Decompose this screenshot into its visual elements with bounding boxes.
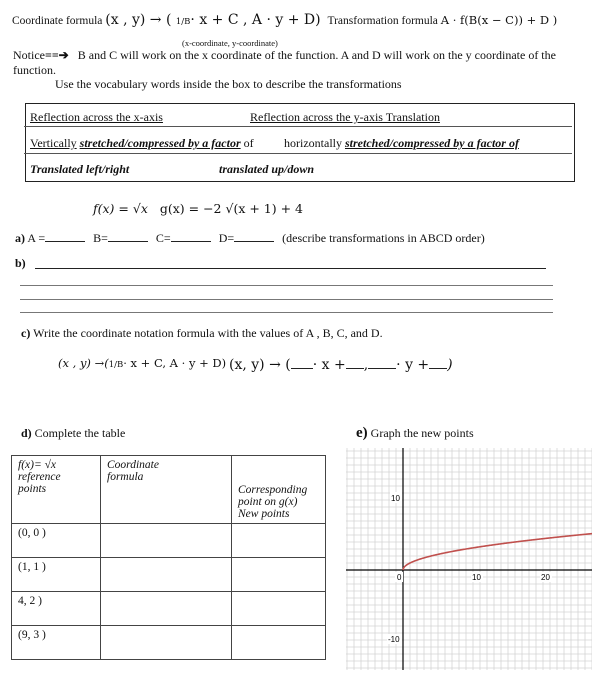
new-point-cell[interactable]: [232, 558, 326, 592]
reference-point: (1, 1 ): [12, 558, 101, 592]
vocab-horizontal: horizontally stretched/compressed by a factor of: [284, 136, 519, 150]
graph-grid: [346, 448, 592, 670]
transformation-formula: A · f(B(x − C)) + D ): [440, 13, 558, 27]
reference-point: (0, 0 ): [12, 524, 101, 558]
new-point-cell[interactable]: [232, 524, 326, 558]
new-point-cell[interactable]: [232, 626, 326, 660]
coordinate-formula-cell[interactable]: [101, 592, 232, 626]
blank-formula-2[interactable]: [346, 355, 364, 369]
part-a: a) A = B= C= D= (describe transformations in ABCD order): [15, 231, 485, 245]
blank-c[interactable]: [171, 230, 211, 242]
formula-answer: (x, y) → ( · x + , · y + ): [229, 357, 453, 373]
x-tick-20: 20: [541, 573, 550, 582]
coordinate-subtitle: (x-coordinate, y-coordinate): [182, 38, 278, 48]
blank-formula-3[interactable]: [368, 355, 396, 369]
coordinate-formula-cell[interactable]: [101, 558, 232, 592]
reference-point: 4, 2 ): [12, 592, 101, 626]
function-definitions: [93, 201, 303, 216]
vocab-reflection-x: Reflection across the x-axis: [30, 110, 163, 124]
coordinate-formula-line: [12, 12, 557, 28]
coordinate-formula: (x , y) → ( 1/B· x + C , A · y + D): [105, 12, 321, 28]
x-tick-10: 10: [472, 573, 481, 582]
part-d-prompt: d) Complete the table: [21, 426, 126, 440]
blank-d[interactable]: [234, 230, 274, 242]
points-table: [11, 455, 326, 660]
table-row: [12, 592, 326, 626]
answer-line[interactable]: [20, 312, 553, 313]
table-row: [12, 558, 326, 592]
blank-b[interactable]: [108, 230, 148, 242]
notice-line-2: function.: [13, 63, 56, 77]
answer-line[interactable]: [20, 285, 553, 286]
function-g: g(x) = −2 √(x + 1) + 4: [159, 201, 303, 216]
table-row: [12, 626, 326, 660]
vocab-divider: [24, 153, 572, 154]
y-tick-neg10: -10: [388, 635, 400, 644]
right-arrow-icon: ==➔: [45, 48, 69, 62]
header-reference-points: f(x)= √x reference points: [12, 456, 101, 524]
formula-template: (x , y) →(1/B· x + C, A · y + D): [58, 356, 227, 370]
origin-label: 0: [397, 573, 402, 582]
header-new-points: Corresponding point on g(x) New points: [232, 456, 326, 524]
notice-line-1: Notice==➔ B and C will work on the x coordinate of the function. A and D will work on the y coordinate of the: [13, 48, 556, 62]
table-row: [12, 524, 326, 558]
vocab-divider: [24, 126, 572, 127]
vocab-translated-lr: Translated left/right: [30, 162, 130, 176]
part-c-prompt: c) Write the coordinate notation formula with the values of A , B, C, and D.: [21, 326, 383, 340]
vocab-reflection-y-translation: Reflection across the y-axis Translation: [250, 110, 440, 124]
table-header-row: [12, 456, 326, 524]
instruction-text: Use the vocabulary words inside the box to describe the transformations: [55, 77, 402, 91]
coordinate-formula-cell[interactable]: [101, 524, 232, 558]
part-b-label: b): [15, 256, 26, 270]
y-tick-10: 10: [391, 494, 400, 503]
blank-a[interactable]: [45, 230, 85, 242]
coordinate-formula-cell[interactable]: [101, 626, 232, 660]
vocab-translated-ud: translated up/down: [219, 162, 315, 176]
blank-formula-1[interactable]: [291, 355, 313, 369]
new-point-cell[interactable]: [232, 592, 326, 626]
function-f: f(x) = √x: [93, 201, 148, 216]
coordinate-formula-label: Coordinate formula: [12, 15, 103, 27]
coordinate-graph[interactable]: [346, 448, 592, 670]
header-coordinate-formula: Coordinate formula: [101, 456, 232, 524]
answer-line[interactable]: [35, 268, 546, 269]
vocab-vertical: Vertically stretched/compressed by a factor of: [30, 136, 254, 150]
transformation-formula-label: Transformation formula: [327, 15, 438, 27]
part-e-prompt: e) Graph the new points: [356, 425, 474, 441]
blank-formula-4[interactable]: [429, 355, 447, 369]
answer-line[interactable]: [20, 299, 553, 300]
reference-point: (9, 3 ): [12, 626, 101, 660]
